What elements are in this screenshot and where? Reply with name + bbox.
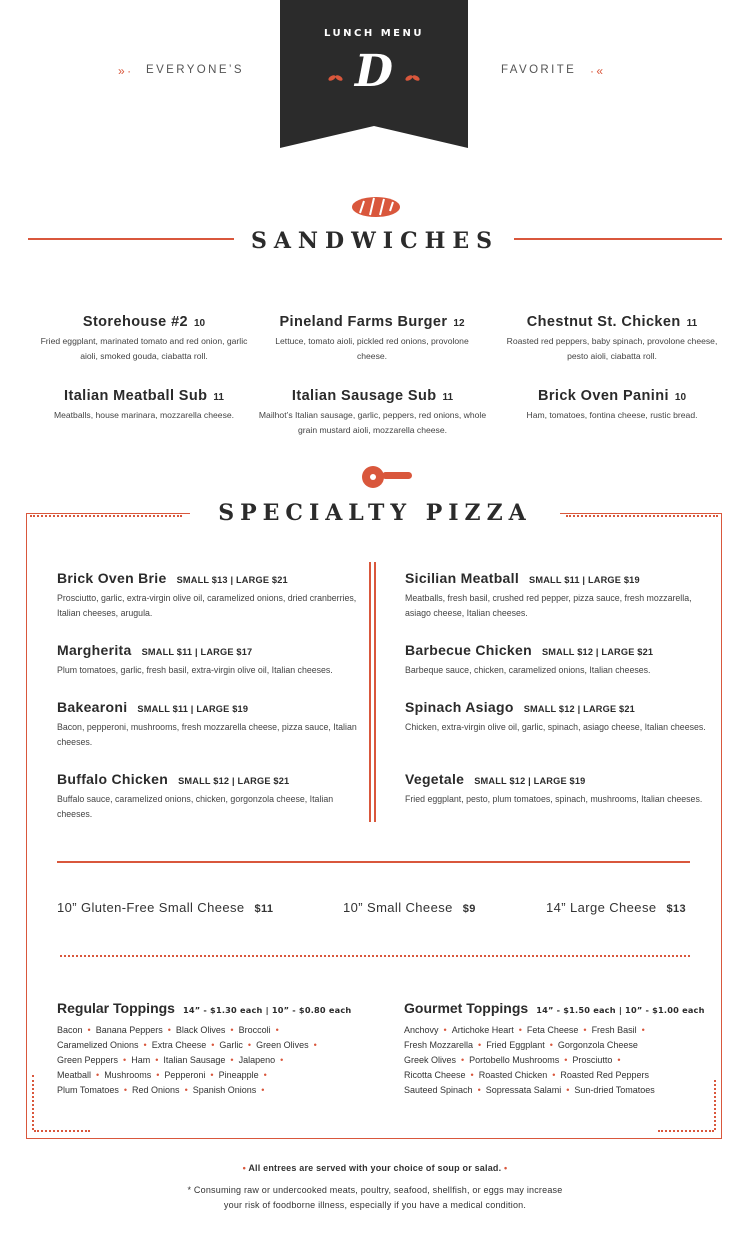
cheese-price: $11 (254, 903, 274, 915)
topping-item: Portobello Mushrooms (469, 1055, 560, 1065)
corner-dots (32, 1075, 34, 1130)
cheese-price: $9 (462, 903, 476, 915)
ornament-right-icon: ·« (590, 64, 606, 78)
topping-item: Gorgonzola Cheese (557, 1040, 638, 1050)
pizza-item (57, 769, 357, 822)
topping-item: Broccoli (238, 1025, 271, 1035)
item-name: Brick Oven Panini (537, 388, 669, 404)
topping-item: Fresh Mozzarella (404, 1040, 474, 1050)
toppings-line (404, 1038, 704, 1053)
toppings-line (404, 1083, 704, 1098)
toppings-line (57, 1053, 357, 1068)
topping-item: Caramelized Onions (57, 1040, 139, 1050)
cheese-option (343, 900, 476, 915)
toppings-line (404, 1068, 704, 1083)
bullet-icon: • (478, 1040, 482, 1050)
bullet-icon: • (280, 1055, 284, 1065)
tagline-right: FAVORITE (501, 64, 577, 76)
cheese-label: 14” Large Cheese (546, 900, 657, 915)
bullet-icon: • (313, 1040, 317, 1050)
topping-item: Green Peppers (57, 1055, 119, 1065)
pizza-sizes: SMALL $12 | LARGE $19 (474, 776, 586, 786)
bullet-icon: • (143, 1040, 147, 1050)
bullet-icon: • (230, 1055, 234, 1065)
topping-item: Mushrooms (104, 1070, 152, 1080)
bullet-icon: • (518, 1025, 522, 1035)
pizza-sizes: SMALL $11 | LARGE $19 (529, 575, 640, 585)
pizza-sizes: SMALL $13 | LARGE $21 (176, 575, 288, 585)
pizza-description: Prosciutto, garlic, extra-virgin olive oil, caramelized onions, dried cranberries, Italian cheeses, arugula. (57, 593, 357, 618)
pizza-description: Bacon, pepperoni, mushrooms, fresh mozzarella cheese, pizza sauce, Italian cheeses. (57, 722, 357, 747)
pizza-name: Buffalo Chicken (57, 771, 169, 787)
item-name: Storehouse #2 (82, 314, 188, 330)
sandwiches-title: SANDWICHES (250, 228, 500, 254)
topping-item: Fresh Basil (591, 1025, 637, 1035)
dotted-rule (30, 515, 182, 517)
item-price: 11 (442, 392, 454, 403)
topping-item: Pineapple (218, 1070, 259, 1080)
topping-item: Greek Olives (404, 1055, 457, 1065)
item-name: Italian Sausage Sub (291, 388, 437, 404)
bullet-icon: • (247, 1040, 252, 1050)
pizza-name: Bakearoni (57, 699, 128, 715)
toppings-price: 14” - $1.30 each | 10” - $0.80 each (182, 1005, 352, 1015)
topping-item: Banana Peppers (95, 1025, 163, 1035)
pizza-item (405, 568, 705, 621)
topping-item: Red Onions (132, 1085, 180, 1095)
bullet-icon: • (504, 1163, 508, 1173)
pizza-sizes: SMALL $12 | LARGE $21 (178, 776, 290, 786)
bullet-icon: • (184, 1085, 188, 1095)
item-name: Pineland Farms Burger (279, 314, 448, 330)
pizza-description: Buffalo sauce, caramelized onions, chicken, gorgonzola cheese, Italian cheeses. (57, 794, 334, 819)
topping-item: Italian Sausage (163, 1055, 226, 1065)
bullet-icon: • (566, 1085, 570, 1095)
pizza-item (57, 697, 357, 750)
topping-item: Sun-dried Tomatoes (574, 1085, 655, 1095)
pizza-name: Spinach Asiago (405, 699, 514, 715)
corner-dots (658, 1130, 714, 1132)
pizza-item (405, 769, 705, 807)
pizza-sizes: SMALL $11 | LARGE $19 (137, 704, 249, 714)
pizza-description: Plum tomatoes, garlic, fresh basil, extra-virgin olive oil, Italian cheeses. (57, 665, 333, 675)
column-divider (374, 562, 376, 822)
bullet-icon: • (583, 1025, 587, 1035)
footer-line3: your risk of foodborne illness, especially if you have a medical condition. (223, 1200, 527, 1210)
topping-item: Prosciutto (572, 1055, 613, 1065)
dotted-rule (566, 515, 718, 517)
menu-item (262, 311, 482, 364)
cheese-price: $13 (666, 903, 687, 915)
bullet-icon: • (96, 1070, 100, 1080)
menu-item (502, 311, 722, 364)
footer-line2: * Consuming raw or undercooked meats, poultry, seafood, shellfish, or eggs may increase (187, 1185, 563, 1195)
topping-item: Ham (131, 1055, 151, 1065)
pizza-item (405, 697, 705, 735)
bread-icon (350, 195, 402, 223)
footer-line1: All entrees are served with your choice of soup or salad. (248, 1163, 502, 1173)
item-price: 11 (213, 392, 224, 403)
item-description: Mailhot’s Italian sausage, garlic, peppers, red onions, whole grain mustard aioli, mozzarella cheese. (258, 410, 487, 435)
item-price: 10 (194, 318, 206, 329)
topping-item: Bacon (57, 1025, 83, 1035)
topping-item: Roasted Red Peppers (560, 1070, 649, 1080)
item-description: Fried eggplant, marinated tomato and red onion, garlic aioli, smoked gouda, ciabatta roll. (40, 336, 248, 361)
topping-item: Artichoke Heart (451, 1025, 514, 1035)
toppings-list (57, 1023, 357, 1098)
toppings-list (404, 1023, 704, 1098)
laurel-icon (326, 70, 422, 90)
bullet-icon: • (461, 1055, 465, 1065)
item-description: Roasted red peppers, baby spinach, provolone cheese, pesto aioli, ciabatta roll. (506, 336, 718, 361)
pizza-description: Meatballs, fresh basil, crushed red pepper, pizza sauce, fresh mozzarella, asiago cheese, Italian cheeses. (405, 593, 692, 618)
corner-dots (34, 1130, 90, 1132)
topping-item: Pepperoni (164, 1070, 206, 1080)
bullet-icon: • (156, 1070, 160, 1080)
topping-item: Anchovy (404, 1025, 439, 1035)
topping-item: Fried Eggplant (486, 1040, 545, 1050)
item-description: Meatballs, house marinara, mozzarella cheese. (53, 410, 235, 420)
bullet-icon: • (230, 1025, 234, 1035)
menu-item (34, 311, 254, 364)
toppings-title: Regular Toppings (57, 1000, 175, 1016)
bullet-icon: • (470, 1070, 474, 1080)
bullet-icon: • (275, 1025, 279, 1035)
toppings-title: Gourmet Toppings (404, 1000, 529, 1016)
cheese-label: 10” Small Cheese (343, 900, 453, 915)
bullet-icon: • (564, 1055, 568, 1065)
gourmet-toppings (404, 998, 724, 1098)
item-price: 11 (686, 318, 698, 329)
pizza-name: Margherita (57, 642, 132, 658)
column-divider (369, 562, 371, 822)
topping-item: Meatball (57, 1070, 92, 1080)
dotted-rule (60, 955, 690, 957)
pizza-name: Sicilian Meatball (405, 570, 520, 586)
topping-item: Extra Cheese (151, 1040, 207, 1050)
bullet-icon: • (155, 1055, 159, 1065)
topping-item: Sopressata Salami (485, 1085, 562, 1095)
tagline-left: EVERYONE’S (146, 64, 244, 76)
cheese-label: 10” Gluten-Free Small Cheese (57, 900, 245, 915)
pizza-name: Vegetale (405, 771, 465, 787)
banner-logo-letter: D (354, 46, 394, 97)
pizza-sizes: SMALL $12 | LARGE $21 (523, 704, 635, 714)
toppings-line (404, 1053, 704, 1068)
menu-item (34, 385, 254, 423)
toppings-price: 14” - $1.50 each | 10” - $1.00 each (536, 1005, 705, 1015)
bullet-icon: • (211, 1040, 215, 1050)
pizza-sizes: SMALL $12 | LARGE $21 (541, 647, 654, 657)
banner-subtitle: LUNCH MENU (324, 28, 424, 39)
toppings-line (404, 1023, 704, 1038)
toppings-line (57, 1038, 357, 1053)
bullet-icon: • (477, 1085, 481, 1095)
bullet-icon: • (443, 1025, 447, 1035)
bullet-icon: • (641, 1025, 645, 1035)
topping-item: Plum Tomatoes (57, 1085, 119, 1095)
pizza-description: Chicken, extra-virgin olive oil, garlic, spinach, asiago cheese, Italian cheeses. (405, 722, 706, 732)
item-name: Italian Meatball Sub (64, 388, 208, 404)
toppings-line (57, 1083, 357, 1098)
pizza-item (405, 640, 705, 678)
pizza-item (57, 568, 357, 621)
topping-item: Sauteed Spinach (404, 1085, 473, 1095)
footer-note (0, 1163, 750, 1173)
pizza-name: Barbecue Chicken (405, 642, 532, 658)
topping-item: Ricotta Cheese (404, 1070, 466, 1080)
topping-item: Feta Cheese (526, 1025, 579, 1035)
ornament-left-icon: »· (118, 64, 134, 78)
toppings-line (57, 1068, 357, 1083)
bullet-icon: • (552, 1070, 556, 1080)
menu-item (502, 385, 722, 423)
bullet-icon: • (123, 1085, 128, 1095)
bullet-icon: • (261, 1085, 265, 1095)
bullet-icon: • (263, 1070, 267, 1080)
topping-item: Black Olives (175, 1025, 226, 1035)
pizza-cutter-icon (360, 464, 414, 494)
topping-item: Garlic (219, 1040, 243, 1050)
bullet-icon: • (617, 1055, 621, 1065)
pizza-title: SPECIALTY PIZZA (218, 500, 532, 526)
item-description: Ham, tomatoes, fontina cheese, rustic bread. (526, 410, 698, 420)
topping-item: Jalapeno (238, 1055, 276, 1065)
bullet-icon: • (87, 1025, 91, 1035)
regular-toppings (57, 998, 377, 1098)
bullet-icon: • (167, 1025, 171, 1035)
cheese-option (546, 900, 686, 915)
bullet-icon: • (123, 1055, 127, 1065)
pizza-sizes: SMALL $11 | LARGE $17 (141, 647, 253, 657)
divider-line (57, 861, 690, 863)
section-rule-left (28, 238, 234, 240)
pizza-name: Brick Oven Brie (57, 570, 167, 586)
cheese-option (57, 900, 273, 915)
pizza-item (57, 640, 357, 678)
topping-item: Roasted Chicken (478, 1070, 548, 1080)
section-rule-right (514, 238, 722, 240)
item-description: Lettuce, tomato aioli, pickled red onions, provolone cheese. (275, 336, 469, 361)
pizza-description: Fried eggplant, pesto, plum tomatoes, spinach, mushrooms, Italian cheeses. (405, 794, 703, 804)
bullet-icon: • (549, 1040, 553, 1050)
bullet-icon: • (210, 1070, 214, 1080)
pizza-description: Barbeque sauce, chicken, caramelized onions, Italian cheeses. (405, 665, 651, 675)
toppings-line (57, 1023, 357, 1038)
menu-item (255, 385, 490, 438)
item-price: 12 (453, 318, 465, 329)
item-name: Chestnut St. Chicken (526, 314, 681, 330)
item-price: 10 (674, 392, 687, 403)
topping-item: Spanish Onions (192, 1085, 257, 1095)
topping-item: Green Olives (256, 1040, 309, 1050)
bullet-icon: • (242, 1163, 246, 1173)
